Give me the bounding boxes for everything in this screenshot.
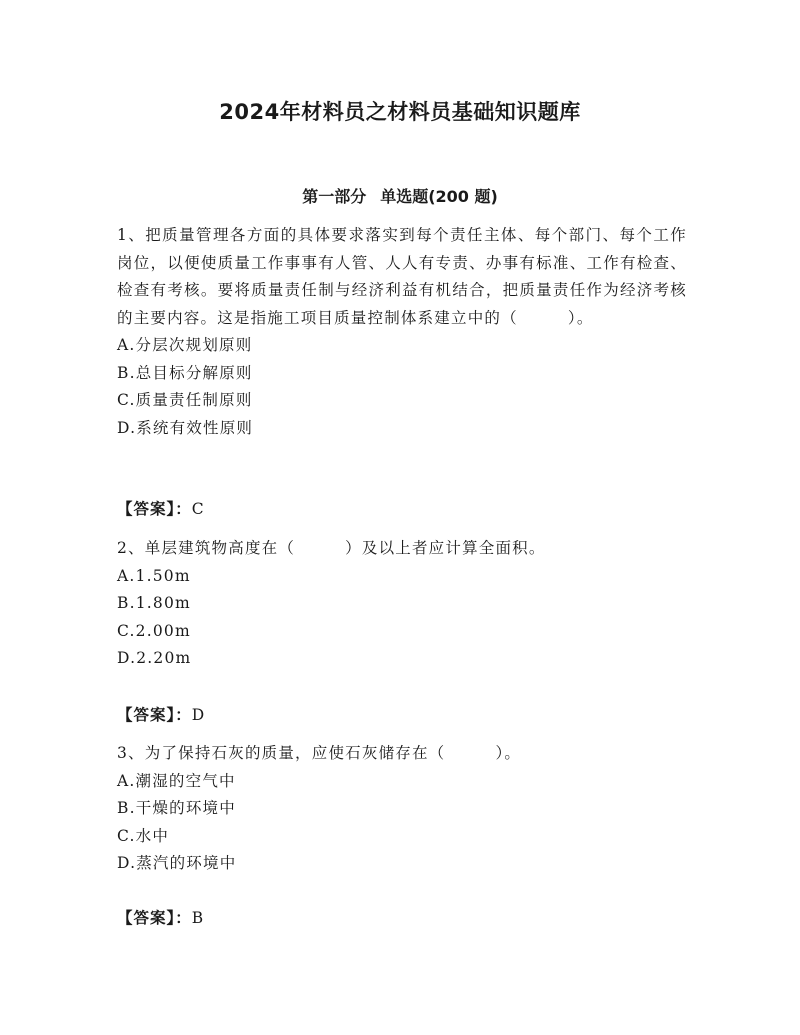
answer-value: C [191, 500, 205, 518]
option-a: A.1.50m [117, 566, 191, 585]
question-1 [117, 222, 687, 442]
section-label: 单选题(200 题) [380, 187, 498, 206]
answer-value: D [191, 706, 206, 724]
section-heading [0, 184, 800, 207]
option-d: D.蒸汽的环境中 [117, 854, 237, 872]
answer-value: B [191, 909, 205, 927]
option-d: D.系统有效性原则 [117, 418, 254, 437]
option-c: C.2.00m [117, 621, 191, 640]
answer-label: 【答案】： [117, 706, 192, 724]
option-b: B.干燥的环境中 [117, 799, 236, 817]
section-name: 第一部分 [302, 187, 367, 206]
answer-label: 【答案】： [117, 909, 192, 927]
question-text: 2、单层建筑物高度在（ ）及以上者应计算全面积。 [117, 539, 546, 557]
answer-1 [117, 497, 205, 519]
answer-2 [117, 703, 205, 725]
option-d: D.2.20m [117, 649, 192, 667]
question-text: 1、把质量管理各方面的具体要求落实到每个责任主体、每个部门、每个工作岗位，以便使质量工作事事有人管、人人有专责、办事有标准、工作有检查、检查有考核。要将质量责任制与经济利益有机结合，把质量责任作为经济考核的主要内容。这是指施工项目质量控制体系建立中的（ ）。 [117, 226, 687, 327]
question-text: 3、为了保持石灰的质量，应使石灰储存在（ ）。 [117, 744, 522, 762]
answer-3 [117, 906, 204, 928]
option-a: A.潮湿的空气中 [117, 771, 236, 790]
question-2 [117, 535, 687, 673]
option-a: A.分层次规划原则 [117, 336, 253, 354]
question-3 [117, 740, 687, 878]
option-b: B.1.80m [117, 594, 191, 612]
option-c: C.质量责任制原则 [117, 391, 253, 409]
document-title: 2024年材料员之材料员基础知识题库 [219, 100, 581, 124]
answer-label: 【答案】： [117, 500, 192, 518]
option-b: B.总目标分解原则 [117, 363, 253, 382]
option-c: C.水中 [117, 826, 170, 845]
